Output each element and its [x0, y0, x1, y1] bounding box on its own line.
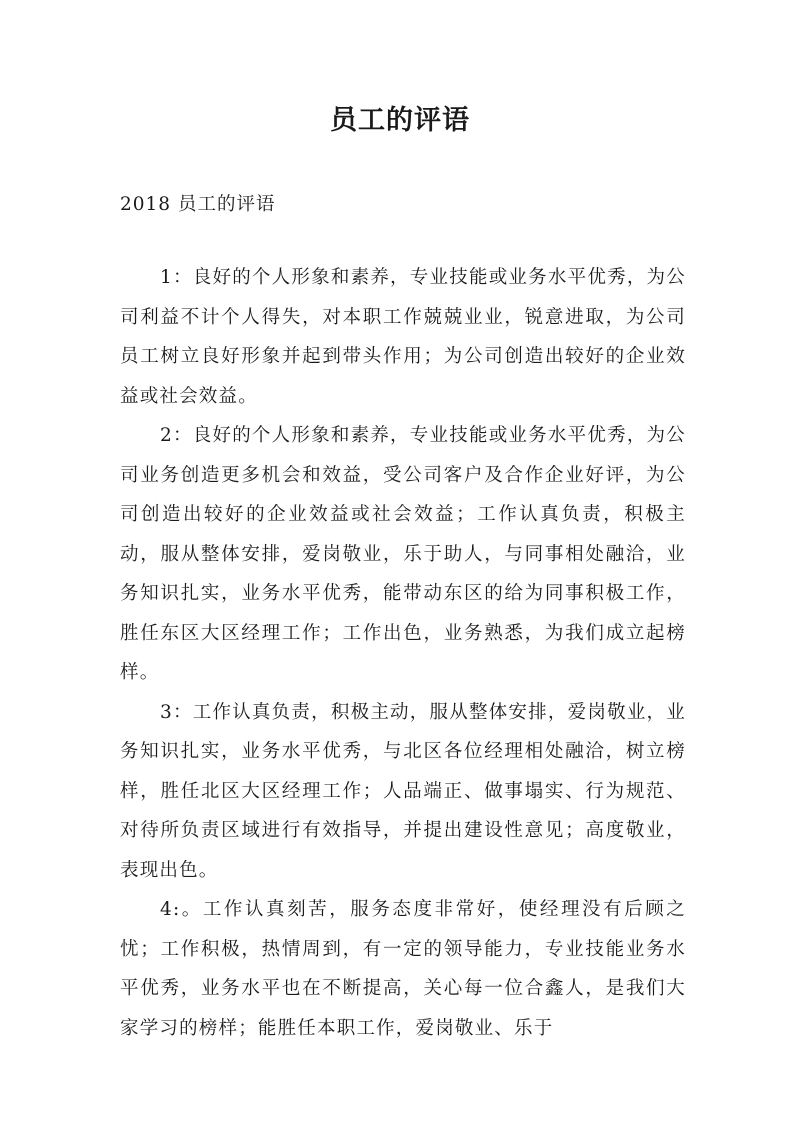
- paragraph-2: 2：良好的个人形象和素养，专业技能或业务水平优秀，为公司业务创造更多机会和效益，受公司客户及合作企业好评，为公司创造出较好的企业效益或社会效益；工作认真负责，积极主动，服从整体安排，爱岗敬业，乐于助人，与同事相处融洽，业务知识扎实，业务水平优秀，能带动东区的给为同事积极工作，胜任东区大区经理工作；工作出色，业务熟悉，为我们成立起榜样。: [120, 425, 686, 683]
- document-subtitle: 2018 员工的评语: [120, 194, 276, 215]
- document-title: 员工的评语: [330, 105, 470, 136]
- document-body: [120, 258, 686, 1048]
- paragraph-4: 4:。工作认真刻苦，服务态度非常好，使经理没有后顾之忧；工作积极，热情周到，有一定的领导能力，专业技能业务水平优秀，业务水平也在不断提高，关心每一位合鑫人，是我们大家学习的榜样；能胜任本职工作，爱岗敬业、乐于: [120, 899, 686, 1039]
- paragraph-3: 3：工作认真负责，积极主动，服从整体安排，爱岗敬业，业务知识扎实，业务水平优秀，与北区各位经理相处融洽，树立榜样，胜任北区大区经理工作；人品端正、做事塌实、行为规范、对待所负责区域进行有效指导，并提出建设性意见；高度敬业，表现出色。: [120, 701, 686, 881]
- paragraph-1: 1：良好的个人形象和素养，专业技能或业务水平优秀，为公司利益不计个人得失，对本职工作兢兢业业，锐意进取，为公司员工树立良好形象并起到带头作用；为公司创造出较好的企业效益或社会效益。: [120, 267, 686, 407]
